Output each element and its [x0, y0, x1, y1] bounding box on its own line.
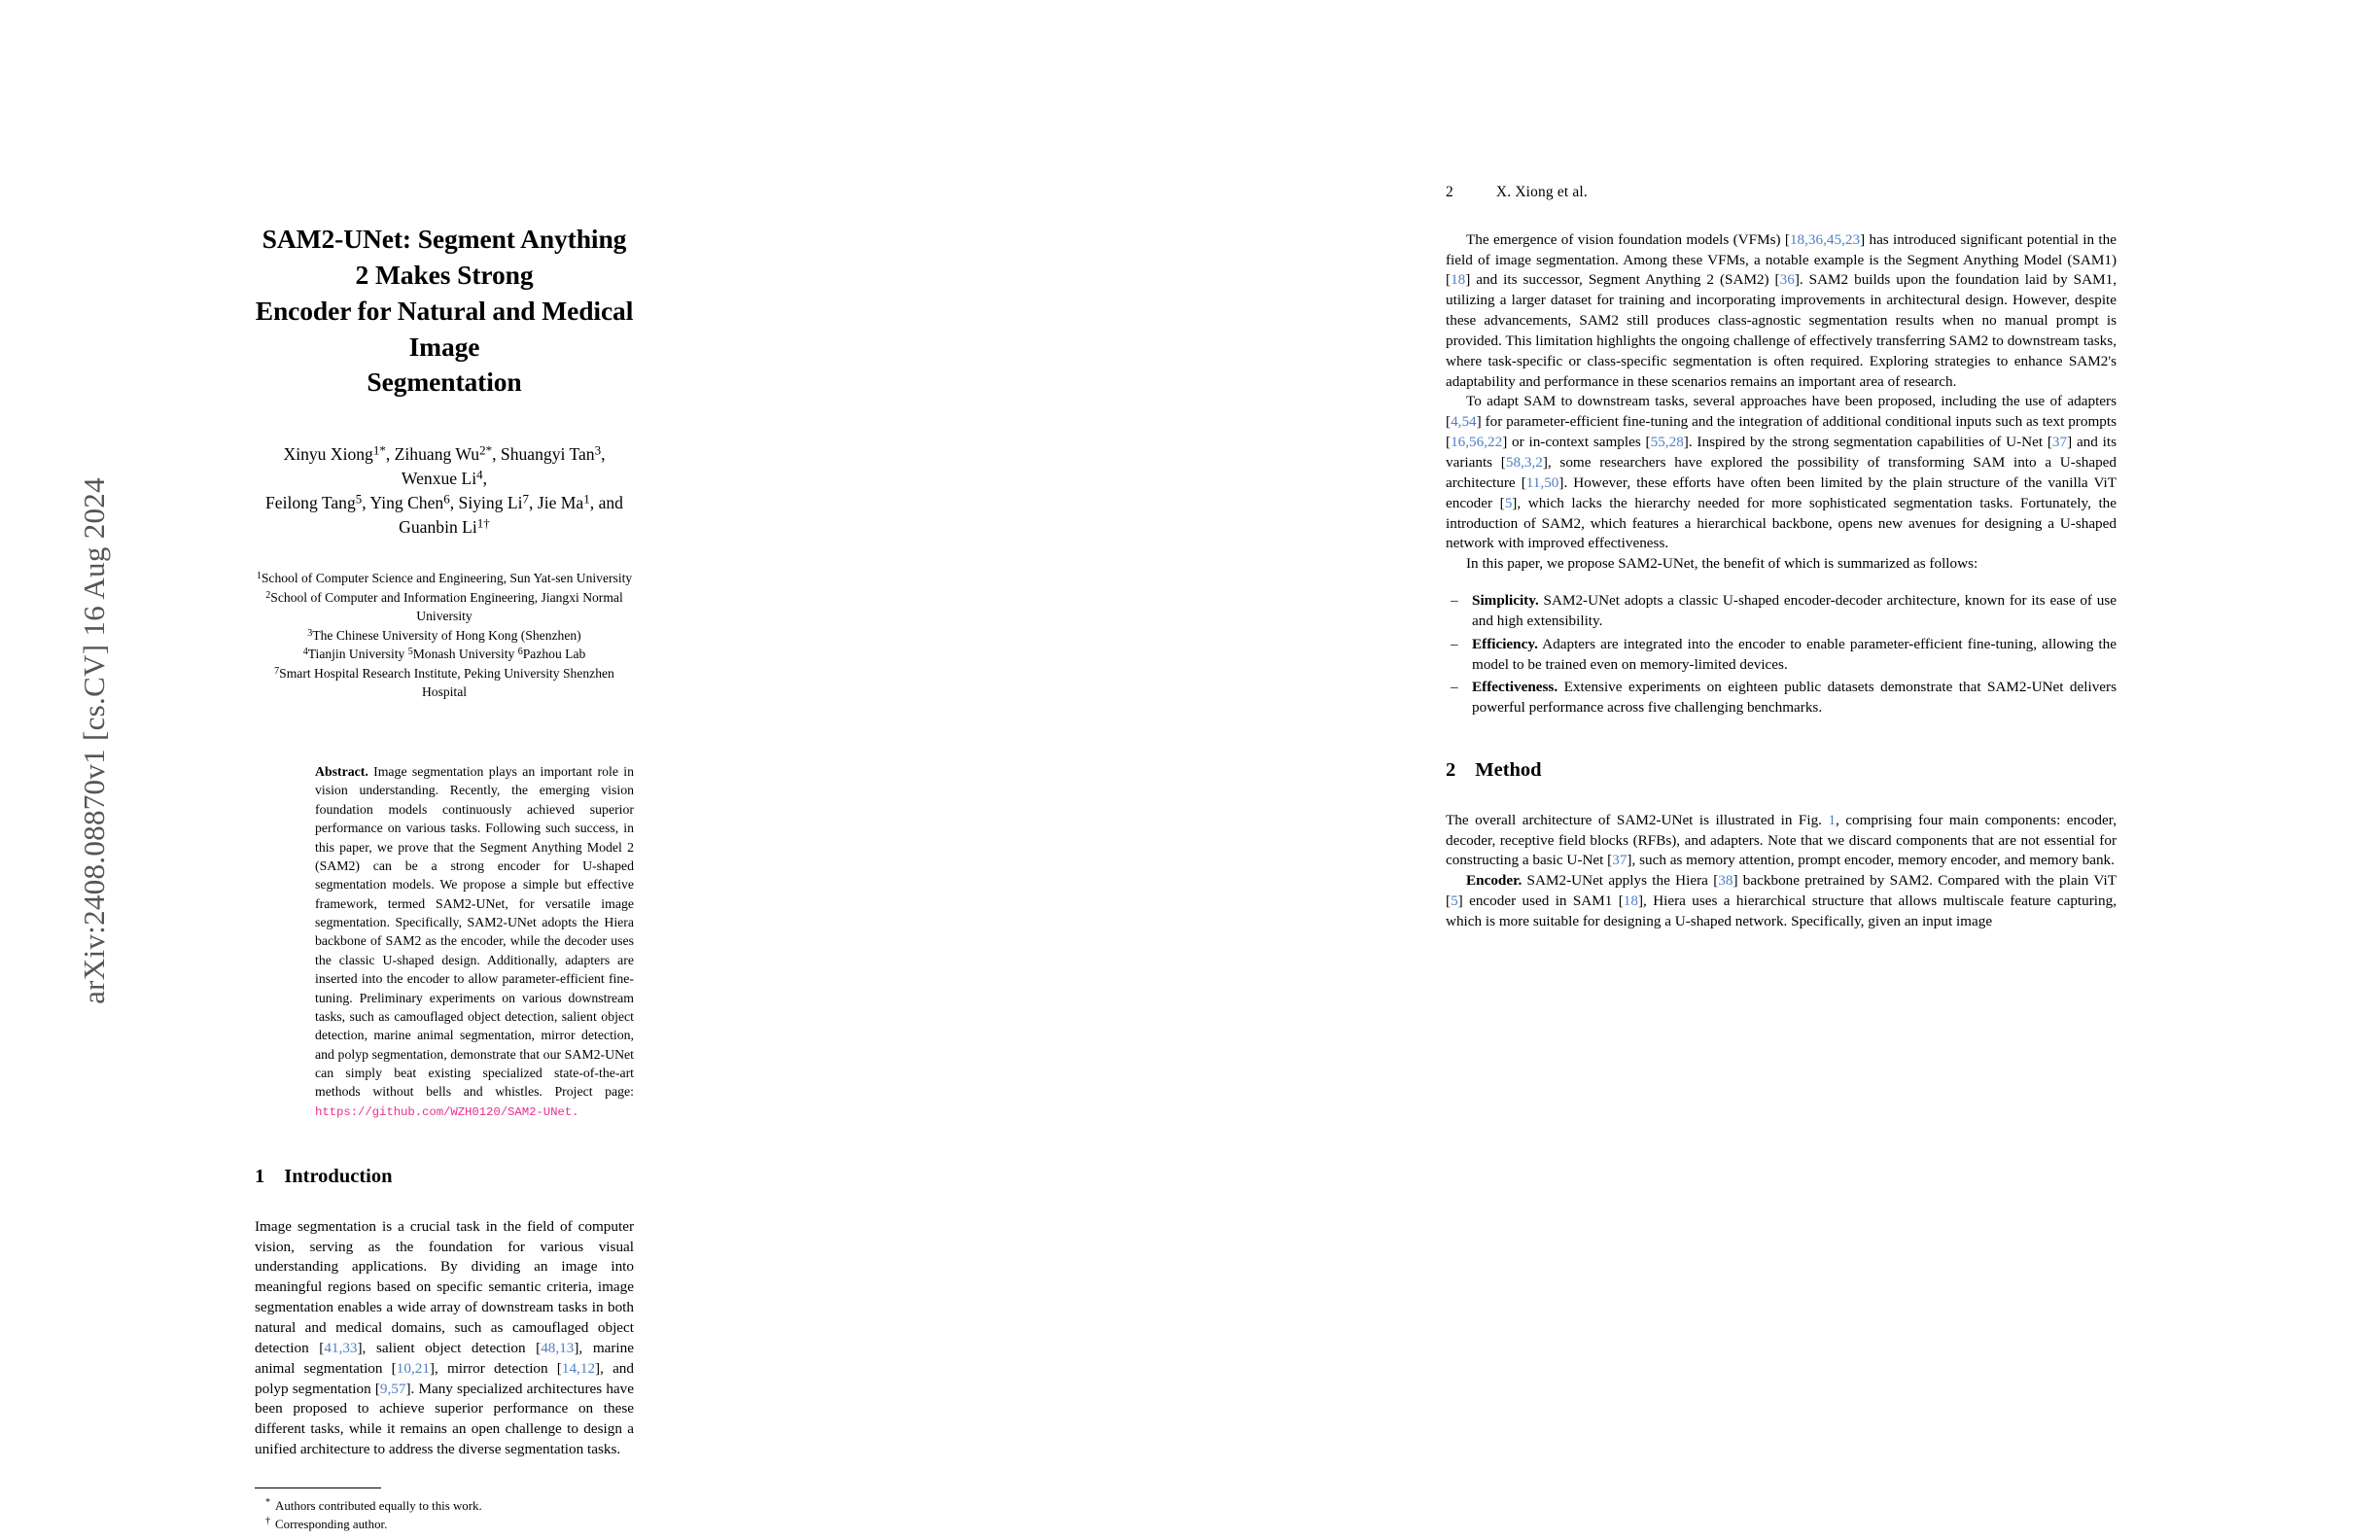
section-title-method: Method — [1475, 759, 1542, 782]
citation-ref[interactable]: 41,33 — [324, 1339, 358, 1356]
author-name: Xinyu Xiong$^{1*}$ — [283, 442, 386, 465]
affiliation-marker: 4 — [302, 647, 308, 658]
author-affiliation-marker: 4 — [476, 467, 483, 482]
text-run: ], some researchers have explored the possibility of transforming SAM into a U-shaped architecture [ — [1446, 454, 2117, 491]
right-paragraph-1 — [1446, 230, 2117, 393]
affiliation-item — [255, 664, 634, 702]
list-item-text: Adapters are integrated into the encoder to enable parameter-efficient fine-tuning, allowing the model to be trained even on memory-limited devices. — [1472, 635, 2117, 673]
bullet-dash-icon: – — [1451, 592, 1458, 610]
affiliation-text: Pazhou Lab — [522, 647, 586, 662]
author-name: Siying Li$^7$ — [458, 491, 530, 513]
list-item — [1446, 591, 2117, 632]
text-run: SAM2-UNet applys the Hiera [ — [1522, 872, 1719, 890]
author-affiliation-marker: 7 — [522, 491, 530, 507]
citation-ref[interactable]: 1 — [1828, 811, 1837, 828]
citation-ref[interactable]: 5 — [1451, 892, 1458, 910]
list-item-label: Effectiveness. — [1472, 679, 1558, 696]
text-run: The emergence of vision foundation models (VFMs) [ — [1466, 230, 1790, 248]
affiliation-text: Tianjin University — [307, 647, 408, 662]
text-run: ] and its successor, Segment Anything 2 (SAM2) [ — [1465, 271, 1780, 289]
method-paragraph — [1446, 811, 2117, 872]
affiliation-item — [255, 569, 634, 588]
author-affiliation-marker: 2* — [479, 442, 493, 458]
citation-ref[interactable]: 38 — [1718, 872, 1733, 890]
citation-ref[interactable]: 48,13 — [541, 1339, 575, 1356]
text-run: The overall architecture of SAM2-UNet is illustrated in Fig. — [1446, 811, 1829, 828]
author-line-2: Feilong Tang$^5$, Ying Chen$^6$, Siying Li$^7$, Jie Ma$^1$, and Guanbin $Li^{1\dagger}$ — [265, 491, 623, 538]
author-affiliation-marker: 1 — [583, 491, 590, 507]
title-line-3: Segmentation — [367, 367, 522, 398]
text-run: ] backbone pretrained by SAM2. Compared with the plain ViT [ — [1446, 872, 2117, 910]
citation-ref[interactable]: 18 — [1451, 271, 1466, 289]
author-name: Wenxue Li$^4$ — [401, 467, 483, 489]
citation-ref[interactable]: 11,50 — [1525, 473, 1559, 491]
list-item — [1446, 678, 2117, 718]
text-run: ]. However, these efforts have often been limited by the plain structure of the vanilla ViT encoder [ — [1446, 473, 2117, 511]
affiliation-item — [255, 626, 634, 646]
citation-ref[interactable]: 55,28 — [1650, 434, 1684, 451]
citation-ref[interactable]: 4,54 — [1451, 413, 1477, 431]
text-run: ] and its variants [ — [1446, 434, 2117, 471]
affiliation-marker: 1 — [256, 570, 262, 581]
author-name: Zihuang $Wu^{2*}$ — [394, 442, 493, 465]
author-name: Ying Chen$^6$ — [369, 491, 450, 513]
citation-ref[interactable]: 18 — [1623, 892, 1638, 910]
page-title — [255, 222, 634, 401]
text-run: ], and polyp segmentation [ — [255, 1359, 634, 1397]
intro-paragraph — [255, 1217, 634, 1460]
citation-ref[interactable]: 37 — [1612, 852, 1628, 869]
author-name: Jie Ma$^1$ — [537, 491, 590, 513]
author-affiliation-marker: 1* — [372, 442, 386, 458]
right-column — [1446, 0, 2117, 932]
footnote-item — [265, 1497, 634, 1516]
author-name: Feilong Tang$^5$ — [265, 491, 363, 513]
encoder-label: Encoder. — [1466, 872, 1522, 890]
author-list — [255, 442, 634, 540]
bullet-dash-icon: – — [1451, 635, 1458, 652]
title-line-2: Encoder for Natural and Medical Image — [255, 295, 634, 362]
list-item — [1446, 635, 2117, 676]
text-run: Image segmentation is a crucial task in the field of computer vision, serving as the foundation for various visual understanding applications. By dividing an image into meaningful regions based on specific semantic criteria, image segmentation enables a wide array of downstream tasks in both natural and medical domains, such as camouflaged object detection [ — [255, 1217, 634, 1356]
citation-ref[interactable]: 14,12 — [561, 1359, 596, 1377]
title-line-1: SAM2-UNet: Segment Anything 2 Makes Strong — [262, 224, 627, 290]
section-heading-method — [1446, 757, 2117, 785]
list-item-label: Efficiency. — [1472, 635, 1538, 652]
affiliation-text: The Chinese University of Hong Kong (Shenzhen) — [312, 627, 581, 643]
abstract-label: Abstract. — [315, 764, 368, 780]
footnote-marker: * — [265, 1497, 271, 1509]
text-run: ]. Many specialized architectures have been proposed to achieve superior performance on these different tasks, while it remains an open challenge to design a unified architecture to address the diverse segmentation tasks. — [255, 1380, 634, 1458]
footnote-text: Authors contributed equally to this work. — [275, 1498, 482, 1513]
affiliation-text: Monash University — [412, 647, 518, 662]
text-run: ]. SAM2 builds upon the foundation laid by SAM1, utilizing a larger dataset for training and incorporating improvements in architectural design. However, despite these advancements, SAM2 still produces class-agnostic segmentation results when no manual prompt is provided. This limitation highlights the ongoing challenge of effectively transferring SAM2 to downstream tasks, where task-specific or class-specific segmentation is often required. Exploring strategies to enhance SAM2's adaptability and performance in these scenarios remains an important area of research. — [1446, 271, 2117, 390]
list-item-text: SAM2-UNet adopts a classic U-shaped encoder-decoder architecture, known for its ease of use and high extensibility. — [1472, 592, 2117, 629]
affiliation-text: Smart Hospital Research Institute, Peking University Shenzhen Hospital — [279, 665, 614, 700]
text-run: To adapt SAM to downstream tasks, several approaches have been proposed, including the use of adapters [ — [1446, 393, 2117, 431]
author-name: and Guanbin $Li^{1\dagger}$ — [399, 493, 623, 538]
bullet-dash-icon: – — [1451, 679, 1458, 696]
affiliation-marker: 3 — [307, 627, 313, 639]
page-number: 2 — [1446, 184, 1453, 200]
footnote-item — [265, 1516, 634, 1534]
list-item-text: Extensive experiments on eighteen public datasets demonstrate that SAM2-UNet delivers powerful performance across five challenging benchmarks. — [1472, 679, 2117, 717]
citation-ref[interactable]: 5 — [1504, 494, 1513, 511]
citation-ref[interactable]: 18,36,45,23 — [1789, 230, 1861, 248]
benefits-list — [1446, 591, 2117, 718]
text-run: , comprising four main components: encoder, decoder, receptive field blocks (RFBs), and adapters. Note that we discard components that are not essential for constructing a basic U-Net [ — [1446, 811, 2117, 869]
text-run: ]. Inspired by the strong segmentation capabilities of U-Net [ — [1683, 434, 2052, 451]
citation-ref[interactable]: 9,57 — [379, 1380, 406, 1397]
arxiv-stamp-text: arXiv:2408.08870v1 [cs.CV] 16 Aug 2024 — [77, 477, 111, 1004]
list-item-label: Simplicity. — [1472, 592, 1539, 610]
affiliation-marker: 2 — [265, 589, 271, 601]
affiliation-marker: 6 — [517, 647, 523, 658]
running-head-authors: X. Xiong et al. — [1495, 184, 1588, 200]
affiliation-item — [255, 588, 634, 626]
author-line-1: Xinyu Xiong$^{1*}$, Zihuang $Wu^{2*}$, Shuangyi Tan$^3$, Wenxue Li$^4$, — [283, 442, 606, 489]
citation-ref[interactable]: 36 — [1779, 271, 1795, 289]
affiliation-list — [255, 569, 634, 702]
citation-ref[interactable]: 16,56,22 — [1451, 434, 1503, 451]
section-number-introduction: 1 — [255, 1166, 265, 1188]
section-title-introduction: Introduction — [284, 1166, 393, 1188]
affiliation-marker: 5 — [407, 647, 413, 658]
encoder-paragraph — [1446, 871, 2117, 932]
text-run: ], mirror detection [ — [429, 1359, 562, 1377]
text-run: ], which lacks the hierarchy needed for more sophisticated segmentation tasks. Fortunately, the introduction of SAM2, which features a hierarchical backbone, opens new avenues for designing a U-shaped network with improved effectiveness. — [1446, 494, 2117, 552]
affiliation-text: School of Computer and Information Engineering, Jiangxi Normal University — [270, 589, 623, 624]
text-run: ] has introduced significant potential in the field of image segmentation. Among these VFMs, a notable example is the Segment Anything Model (SAM1) [ — [1446, 230, 2117, 289]
footnote-list — [255, 1497, 634, 1533]
right-paragraph-2 — [1446, 392, 2117, 554]
left-column — [255, 0, 634, 1533]
citation-ref[interactable]: 58,3,2 — [1505, 454, 1543, 471]
running-head — [1446, 183, 2117, 203]
text-run: ], marine animal segmentation [ — [255, 1339, 634, 1377]
citation-ref[interactable]: 10,21 — [396, 1359, 430, 1377]
abstract-body: Image segmentation plays an important role in vision understanding. Recently, the emerging vision foundation models continuously achieved superior performance on various tasks. Following such success, in this paper, we prove that the Segment Anything Model 2 (SAM2) can be a strong encoder for U-shaped segmentation models. We propose a simple but effective framework, termed SAM2-UNet, for versatile image segmentation. Specifically, SAM2-UNet adopts the Hiera backbone of SAM2 as the encoder, while the decoder uses the classic U-shaped design. Additionally, adapters are inserted into the encoder to allow parameter-efficient fine-tuning. Preliminary experiments on various downstream tasks, such as camouflaged object detection, salient object detection, marine animal segmentation, mirror detection, and polyp segmentation, demonstrate that our SAM2-UNet can simply beat existing specialized state-of-the-art methods without bells and whistles. Project page: — [315, 764, 634, 1100]
author-affiliation-marker: 5 — [355, 491, 363, 507]
project-page-link[interactable]: https://github.com/WZH0120/SAM2-UNet. — [315, 1104, 579, 1119]
text-run: In this paper, we propose SAM2-UNet, the benefit of which is summarized as follows: — [1466, 555, 1978, 573]
text-run: ] for parameter-efficient fine-tuning and the integration of additional conditional inputs such as text prompts [ — [1446, 413, 2117, 451]
affiliation-marker: 7 — [274, 665, 280, 677]
author-affiliation-marker: 6 — [443, 491, 450, 507]
affiliation-item — [255, 645, 634, 664]
right-paragraph-3 — [1446, 554, 2117, 575]
text-run: ] or in-context samples [ — [1502, 434, 1651, 451]
text-run: ] encoder used in SAM1 [ — [1457, 892, 1624, 910]
section-heading-introduction — [255, 1164, 634, 1191]
author-affiliation-marker: 3 — [594, 442, 602, 458]
footnote-marker: † — [265, 1516, 271, 1527]
text-run: ], Hiera uses a hierarchical structure that allows multiscale feature capturing, which is more suitable for designing a U-shaped network. Specifically, given an input image — [1446, 892, 2117, 929]
text-run: ], such as memory attention, prompt encoder, memory encoder, and memory bank. — [1627, 852, 2115, 869]
text-run: ], salient object detection [ — [357, 1339, 542, 1356]
footnote-text: Corresponding author. — [275, 1517, 388, 1531]
citation-ref[interactable]: 37 — [2051, 434, 2068, 451]
author-affiliation-marker: 1† — [476, 515, 490, 531]
abstract-block — [315, 762, 634, 1121]
affiliation-text: School of Computer Science and Engineering, Sun Yat-sen University — [261, 571, 633, 586]
section-number-method: 2 — [1446, 759, 1456, 782]
author-name: Shuangyi Tan$^3$ — [500, 442, 602, 465]
